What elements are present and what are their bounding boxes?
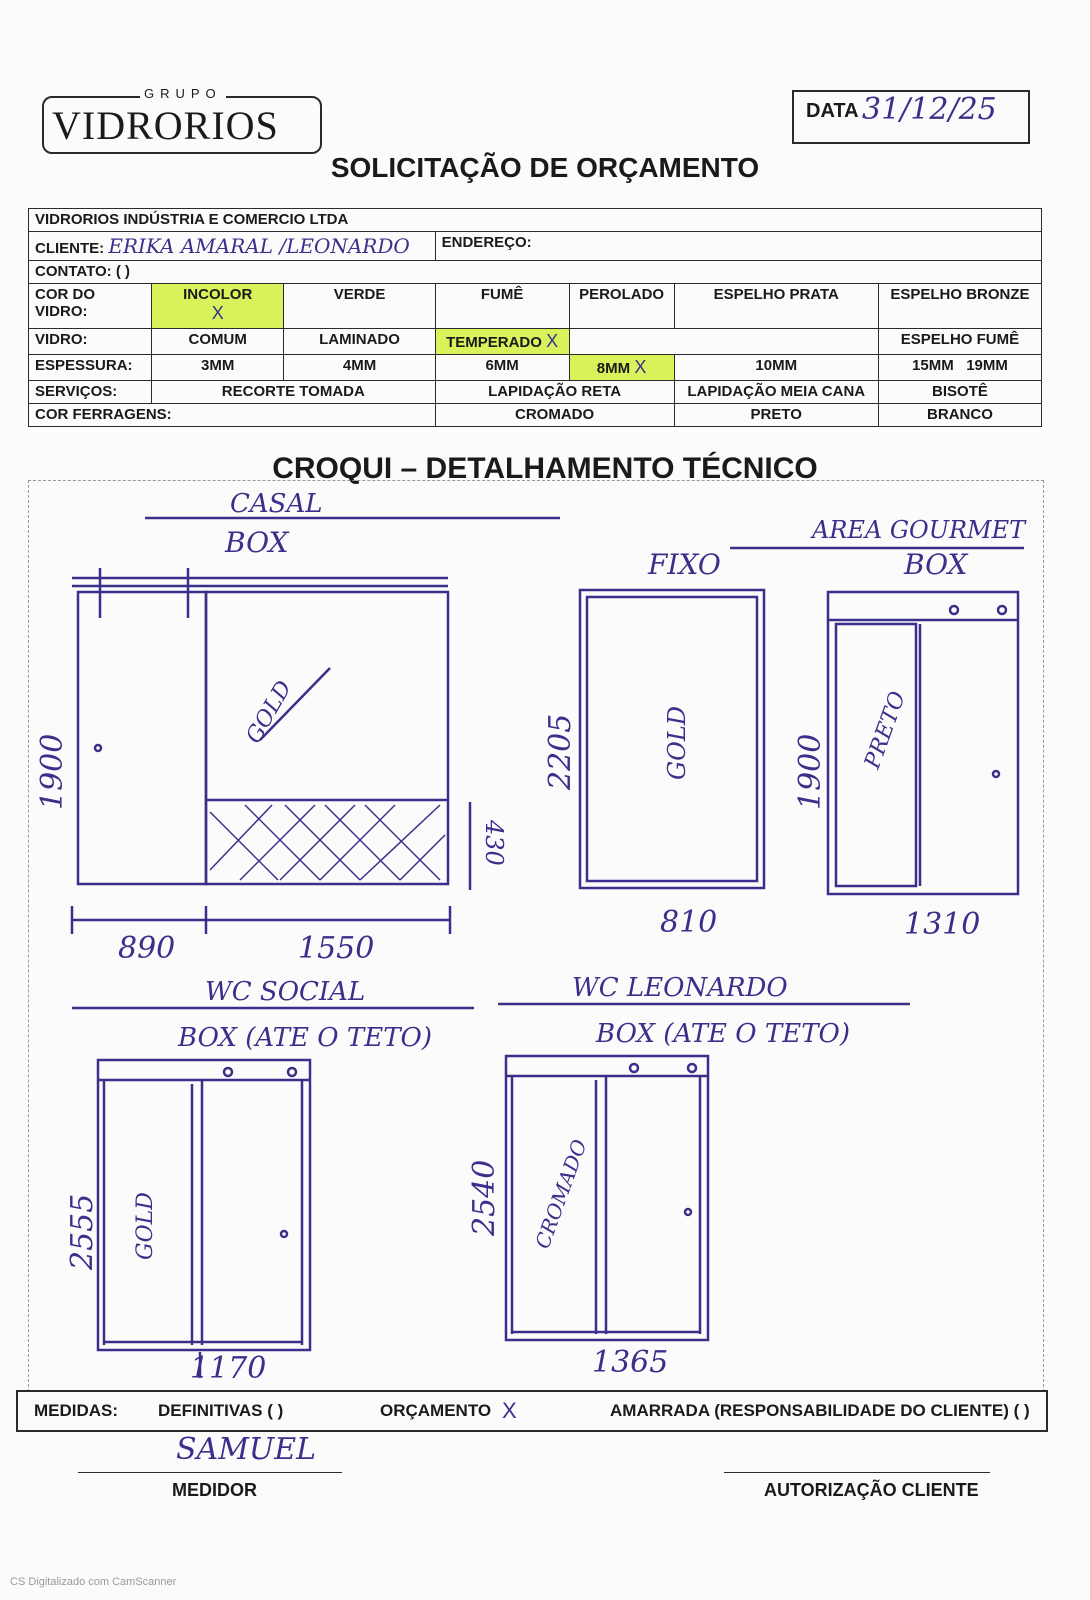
social-subtitle: BOX (ATE O TETO) (178, 1023, 433, 1053)
cor-espelho-prata: ESPELHO PRATA (674, 284, 878, 329)
social-glass-label: GOLD (133, 1192, 158, 1260)
fixo-glass-label: GOLD (663, 705, 691, 780)
ferr-branco: BRANCO (878, 404, 1041, 427)
esp-3mm: 3MM (152, 355, 284, 381)
leonardo-title: WC LEONARDO (572, 973, 788, 1003)
date-label: DATA (806, 100, 859, 122)
vidro-label: VIDRO: (29, 329, 152, 355)
casal-subtitle: BOX (225, 526, 289, 559)
vidro-comum: COMUM (152, 329, 284, 355)
social-title: WC SOCIAL (205, 977, 366, 1007)
esp-8mm-mark: X (634, 357, 647, 377)
cor-verde: VERDE (284, 284, 435, 329)
page-title: SOLICITAÇÃO DE ORÇAMENTO (330, 152, 760, 183)
medidas-orcamento: ORÇAMENTO (380, 1401, 492, 1420)
fixo-width: 810 (660, 905, 718, 940)
cliente-value: ERIKA AMARAL /LEONARDO (108, 234, 410, 258)
esp-15mm: 15MM (912, 357, 954, 374)
gourmet-glass-label: PRETO (860, 688, 912, 773)
serv-lapidacao-meia-cana: LAPIDAÇÃO MEIA CANA (674, 381, 878, 404)
casal-h2: 430 (480, 820, 508, 866)
esp-4mm: 4MM (284, 355, 435, 381)
ferr-preto: PRETO (674, 404, 878, 427)
social-height: 2555 (65, 1193, 100, 1270)
vidro-temperado-label: TEMPERADO (446, 334, 542, 351)
company-name: VIDRORIOS INDÚSTRIA E COMERCIO LTDA (29, 209, 1042, 232)
gourmet-roller-2 (998, 606, 1006, 614)
social-roller-1 (224, 1068, 232, 1076)
cor-incolor-mark: X (211, 303, 224, 323)
leonardo-height: 2540 (467, 1159, 502, 1236)
medidas-row (16, 1390, 1048, 1432)
medidor-label: MEDIDOR (172, 1480, 257, 1500)
scanner-watermark: CS Digitalizado com CamScanner (10, 1576, 177, 1588)
croqui-title: CROQUI – DETALHAMENTO TÉCNICO (272, 452, 818, 485)
servicos-label: SERVIÇOS: (29, 381, 152, 404)
leonardo-handle (685, 1209, 691, 1215)
leonardo-width: 1365 (592, 1345, 669, 1380)
gourmet-height: 1900 (793, 733, 828, 810)
autorizacao-line (724, 1472, 990, 1473)
esp-10mm: 10MM (674, 355, 878, 381)
espessura-label: ESPESSURA: (29, 355, 152, 381)
medidas-amarrada: AMARRADA (RESPONSABILIDADE DO CLIENTE) ( ) (610, 1401, 1030, 1420)
leonardo-roller-1 (630, 1064, 638, 1072)
vidro-temperado-mark: X (546, 331, 559, 351)
social-handle (281, 1231, 287, 1237)
casal-glass-label: GOLD (241, 676, 298, 748)
leonardo-glass-label: CROMADO (530, 1136, 592, 1252)
casal-height: 1900 (35, 733, 70, 810)
fixo-title: FIXO (648, 548, 721, 581)
casal-width-2: 1550 (298, 931, 375, 966)
cor-label: COR DO VIDRO: (29, 284, 152, 329)
logo-grupo-text: GRUPO (140, 86, 226, 101)
gourmet-roller-1 (950, 606, 958, 614)
leonardo-roller-2 (688, 1064, 696, 1072)
gourmet-width: 1310 (904, 907, 981, 942)
cor-perolado: PEROLADO (569, 284, 674, 329)
esp-8mm-label: 8MM (596, 360, 631, 377)
casal-handle (95, 745, 101, 751)
gourmet-subtitle: BOX (904, 548, 968, 581)
medidas-orcamento-mark: X (502, 1398, 517, 1423)
medidor-signature: SAMUEL (176, 1432, 317, 1467)
social-width: 1170 (190, 1351, 267, 1386)
serv-bisote: BISOTÊ (878, 381, 1041, 404)
serv-lapidacao-reta: LAPIDAÇÃO RETA (435, 381, 674, 404)
gourmet-title: AREA GOURMET (812, 516, 1026, 544)
serv-recorte-tomada: RECORTE TOMADA (152, 381, 436, 404)
ferr-cromado: CROMADO (435, 404, 674, 427)
medidas-label: MEDIDAS: (34, 1401, 119, 1420)
ferragens-label: COR FERRAGENS: (29, 404, 436, 427)
cliente-label: CLIENTE: (35, 240, 105, 257)
casal-panel-right (206, 592, 448, 884)
contato-field: CONTATO: ( ) (29, 261, 1042, 284)
esp-6mm: 6MM (435, 355, 569, 381)
social-frame (98, 1060, 310, 1350)
social-roller-2 (288, 1068, 296, 1076)
casal-hatch (210, 805, 445, 880)
medidor-line (78, 1472, 342, 1473)
date-value: 31/12/25 (862, 92, 997, 127)
cor-fume: FUMÊ (435, 284, 569, 329)
esp-19mm: 19MM (966, 357, 1008, 374)
casal-width-1: 890 (118, 931, 176, 966)
cor-espelho-bronze: ESPELHO BRONZE (878, 284, 1041, 329)
vidro-laminado: LAMINADO (284, 329, 435, 355)
casal-title: CASAL (230, 489, 323, 519)
medidas-definitivas: DEFINITIVAS ( ) (158, 1401, 284, 1420)
cor-espelho-fume: ESPELHO FUMÊ (878, 329, 1041, 355)
gourmet-handle (993, 771, 999, 777)
casal-door-left (78, 592, 206, 884)
autorizacao-label: AUTORIZAÇÃO CLIENTE (764, 1480, 979, 1500)
endereco-field: ENDEREÇO: (435, 232, 1041, 261)
gourmet-frame (828, 592, 1018, 894)
fixo-height: 2205 (543, 713, 578, 790)
leonardo-subtitle: BOX (ATE O TETO) (596, 1019, 851, 1049)
logo-name: VIDRORIOS (52, 103, 279, 148)
cor-incolor-label: INCOLOR (183, 286, 253, 303)
